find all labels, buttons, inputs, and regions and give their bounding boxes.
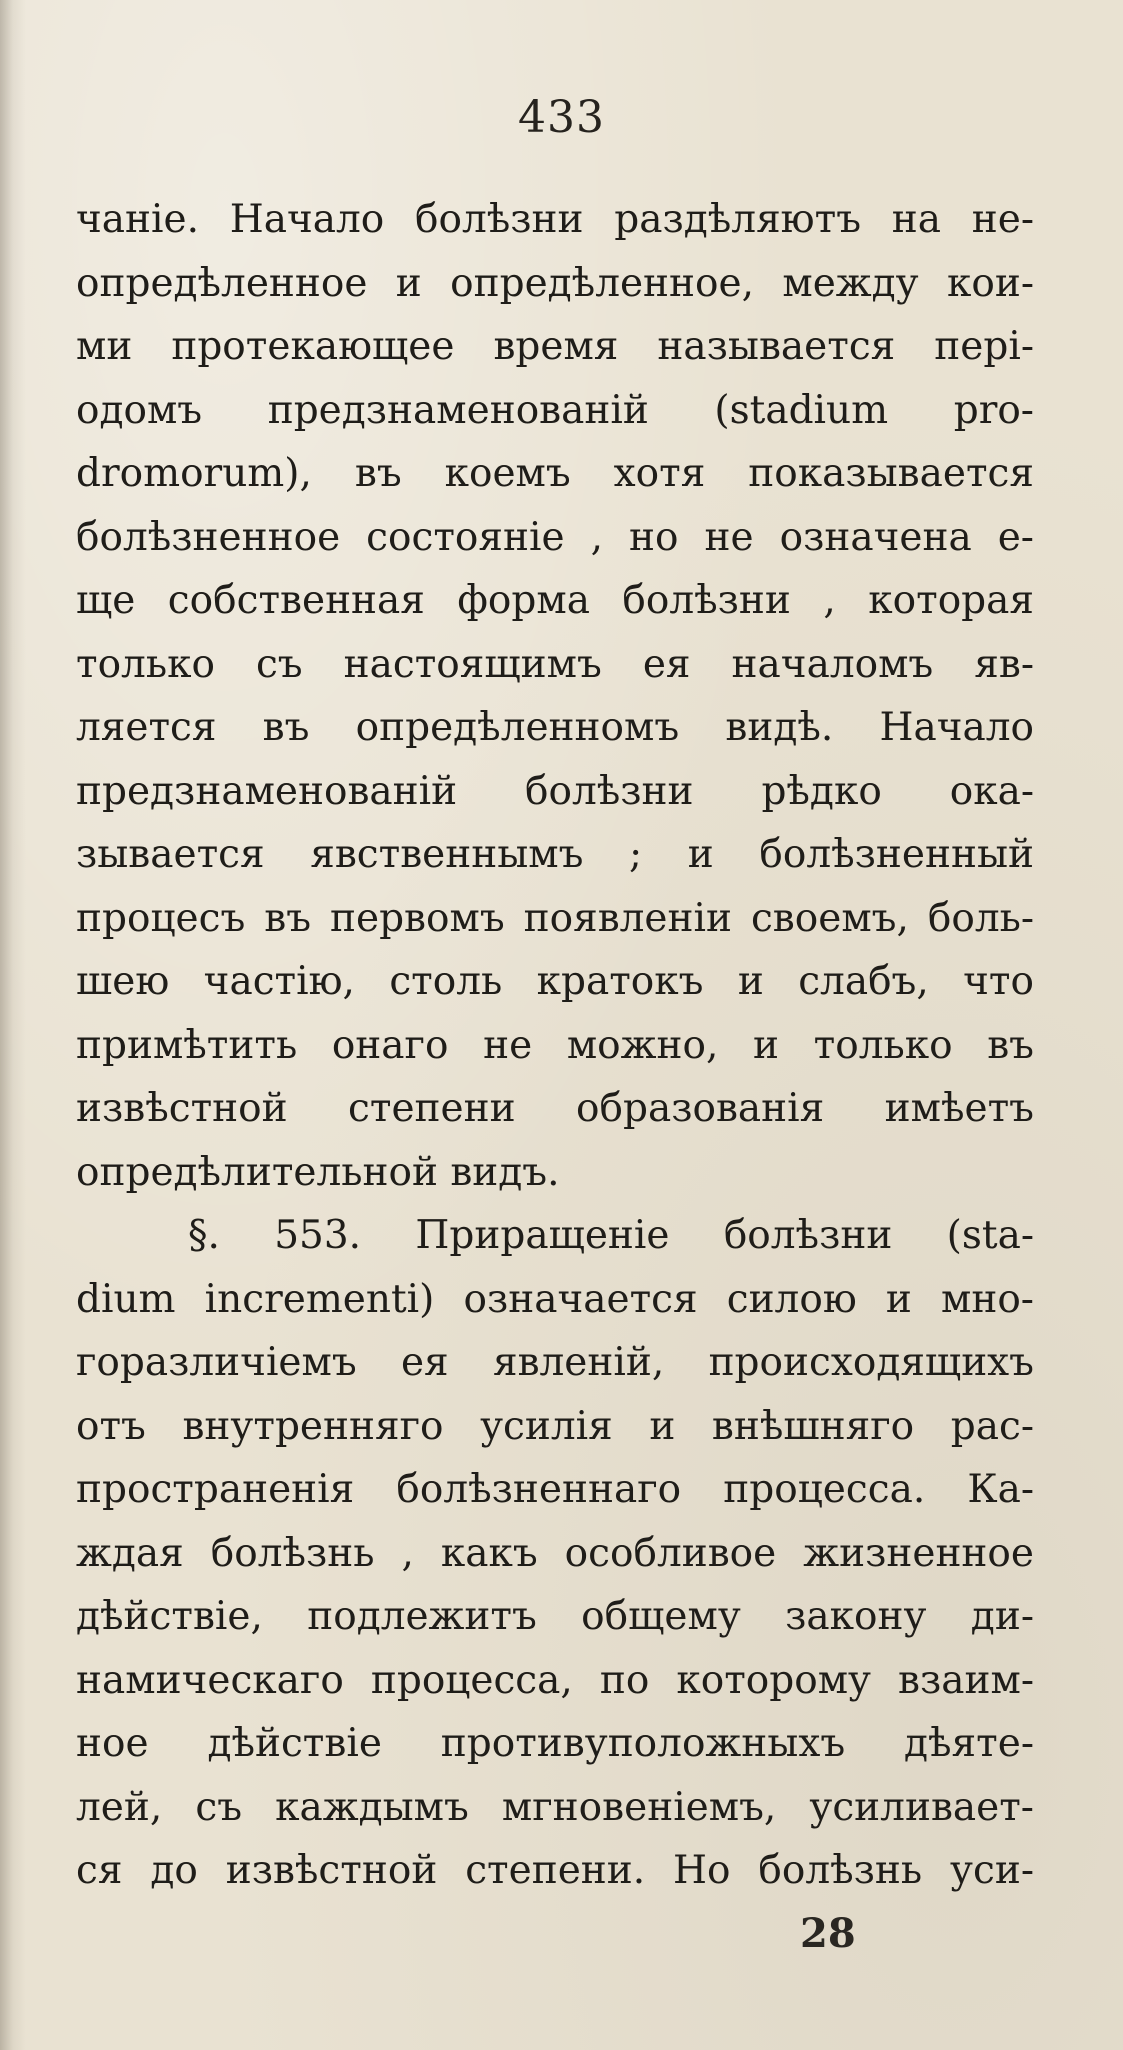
text-line: только съ настоящимъ ея началомъ яв- <box>76 641 1034 687</box>
text-line: примѣтить онаго не можно, и только въ <box>76 1022 1034 1068</box>
text-line: чаніе. Начало болѣзни раздѣляютъ на не- <box>76 197 1034 242</box>
text-line: dium incrementi) означается силою и мно- <box>76 1276 1034 1322</box>
text-line: зывается явственнымъ ; и болѣзненный <box>76 832 1034 877</box>
text-line: дѣйствіе, подлежитъ общему закону ди- <box>76 1594 1034 1639</box>
text-line: извѣстной степени образованія имѣетъ <box>76 1086 1034 1131</box>
body-text <box>76 188 1034 1903</box>
text-line: опредѣленное и опредѣленное, между кои- <box>76 260 1034 306</box>
paragraph-heading-line: §. 553. Приращеніе болѣзни (sta- <box>188 1213 1034 1258</box>
text-line: намическаго процесса, по которому взаим- <box>76 1657 1034 1703</box>
text-line: процесъ въ первомъ появленіи своемъ, боль- <box>76 895 1034 941</box>
catchword: 28 <box>800 1910 856 1957</box>
text-line: ждая болѣзнь , какъ особливое жизненное <box>76 1530 1034 1576</box>
text-line: ся до извѣстной степени. Но болѣзнь уси- <box>76 1848 1034 1893</box>
text-line: ляется въ опредѣленномъ видѣ. Начало <box>76 705 1034 750</box>
text-line: ми протекающее время называется пері- <box>76 324 1034 369</box>
text-line: опредѣлительной видъ. <box>76 1149 560 1195</box>
text-line: ное дѣйствіе противуположныхъ дѣяте- <box>76 1721 1034 1766</box>
text-line: горазличіемъ ея явленій, происходящихъ <box>76 1340 1034 1385</box>
text-line: пространенія болѣзненнаго процесса. Ка- <box>76 1467 1034 1512</box>
text-line: ще собственная форма болѣзни , которая <box>76 578 1034 623</box>
text-line: предзнаменованій болѣзни рѣдко ока- <box>76 768 1034 814</box>
text-line: dromorum), въ коемъ хотя показывается <box>76 451 1034 496</box>
text-line: одомъ предзнаменованій (stadium pro- <box>76 387 1034 433</box>
page-number: 433 <box>518 92 605 143</box>
text-line: болѣзненное состояніе , но не означена е- <box>76 514 1034 560</box>
text-line: шею частію, столь кратокъ и слабъ, что <box>76 959 1034 1004</box>
text-line: отъ внутренняго усилія и внѣшняго рас- <box>76 1403 1034 1449</box>
text-line: лей, съ каждымъ мгновеніемъ, усиливает- <box>76 1784 1034 1830</box>
